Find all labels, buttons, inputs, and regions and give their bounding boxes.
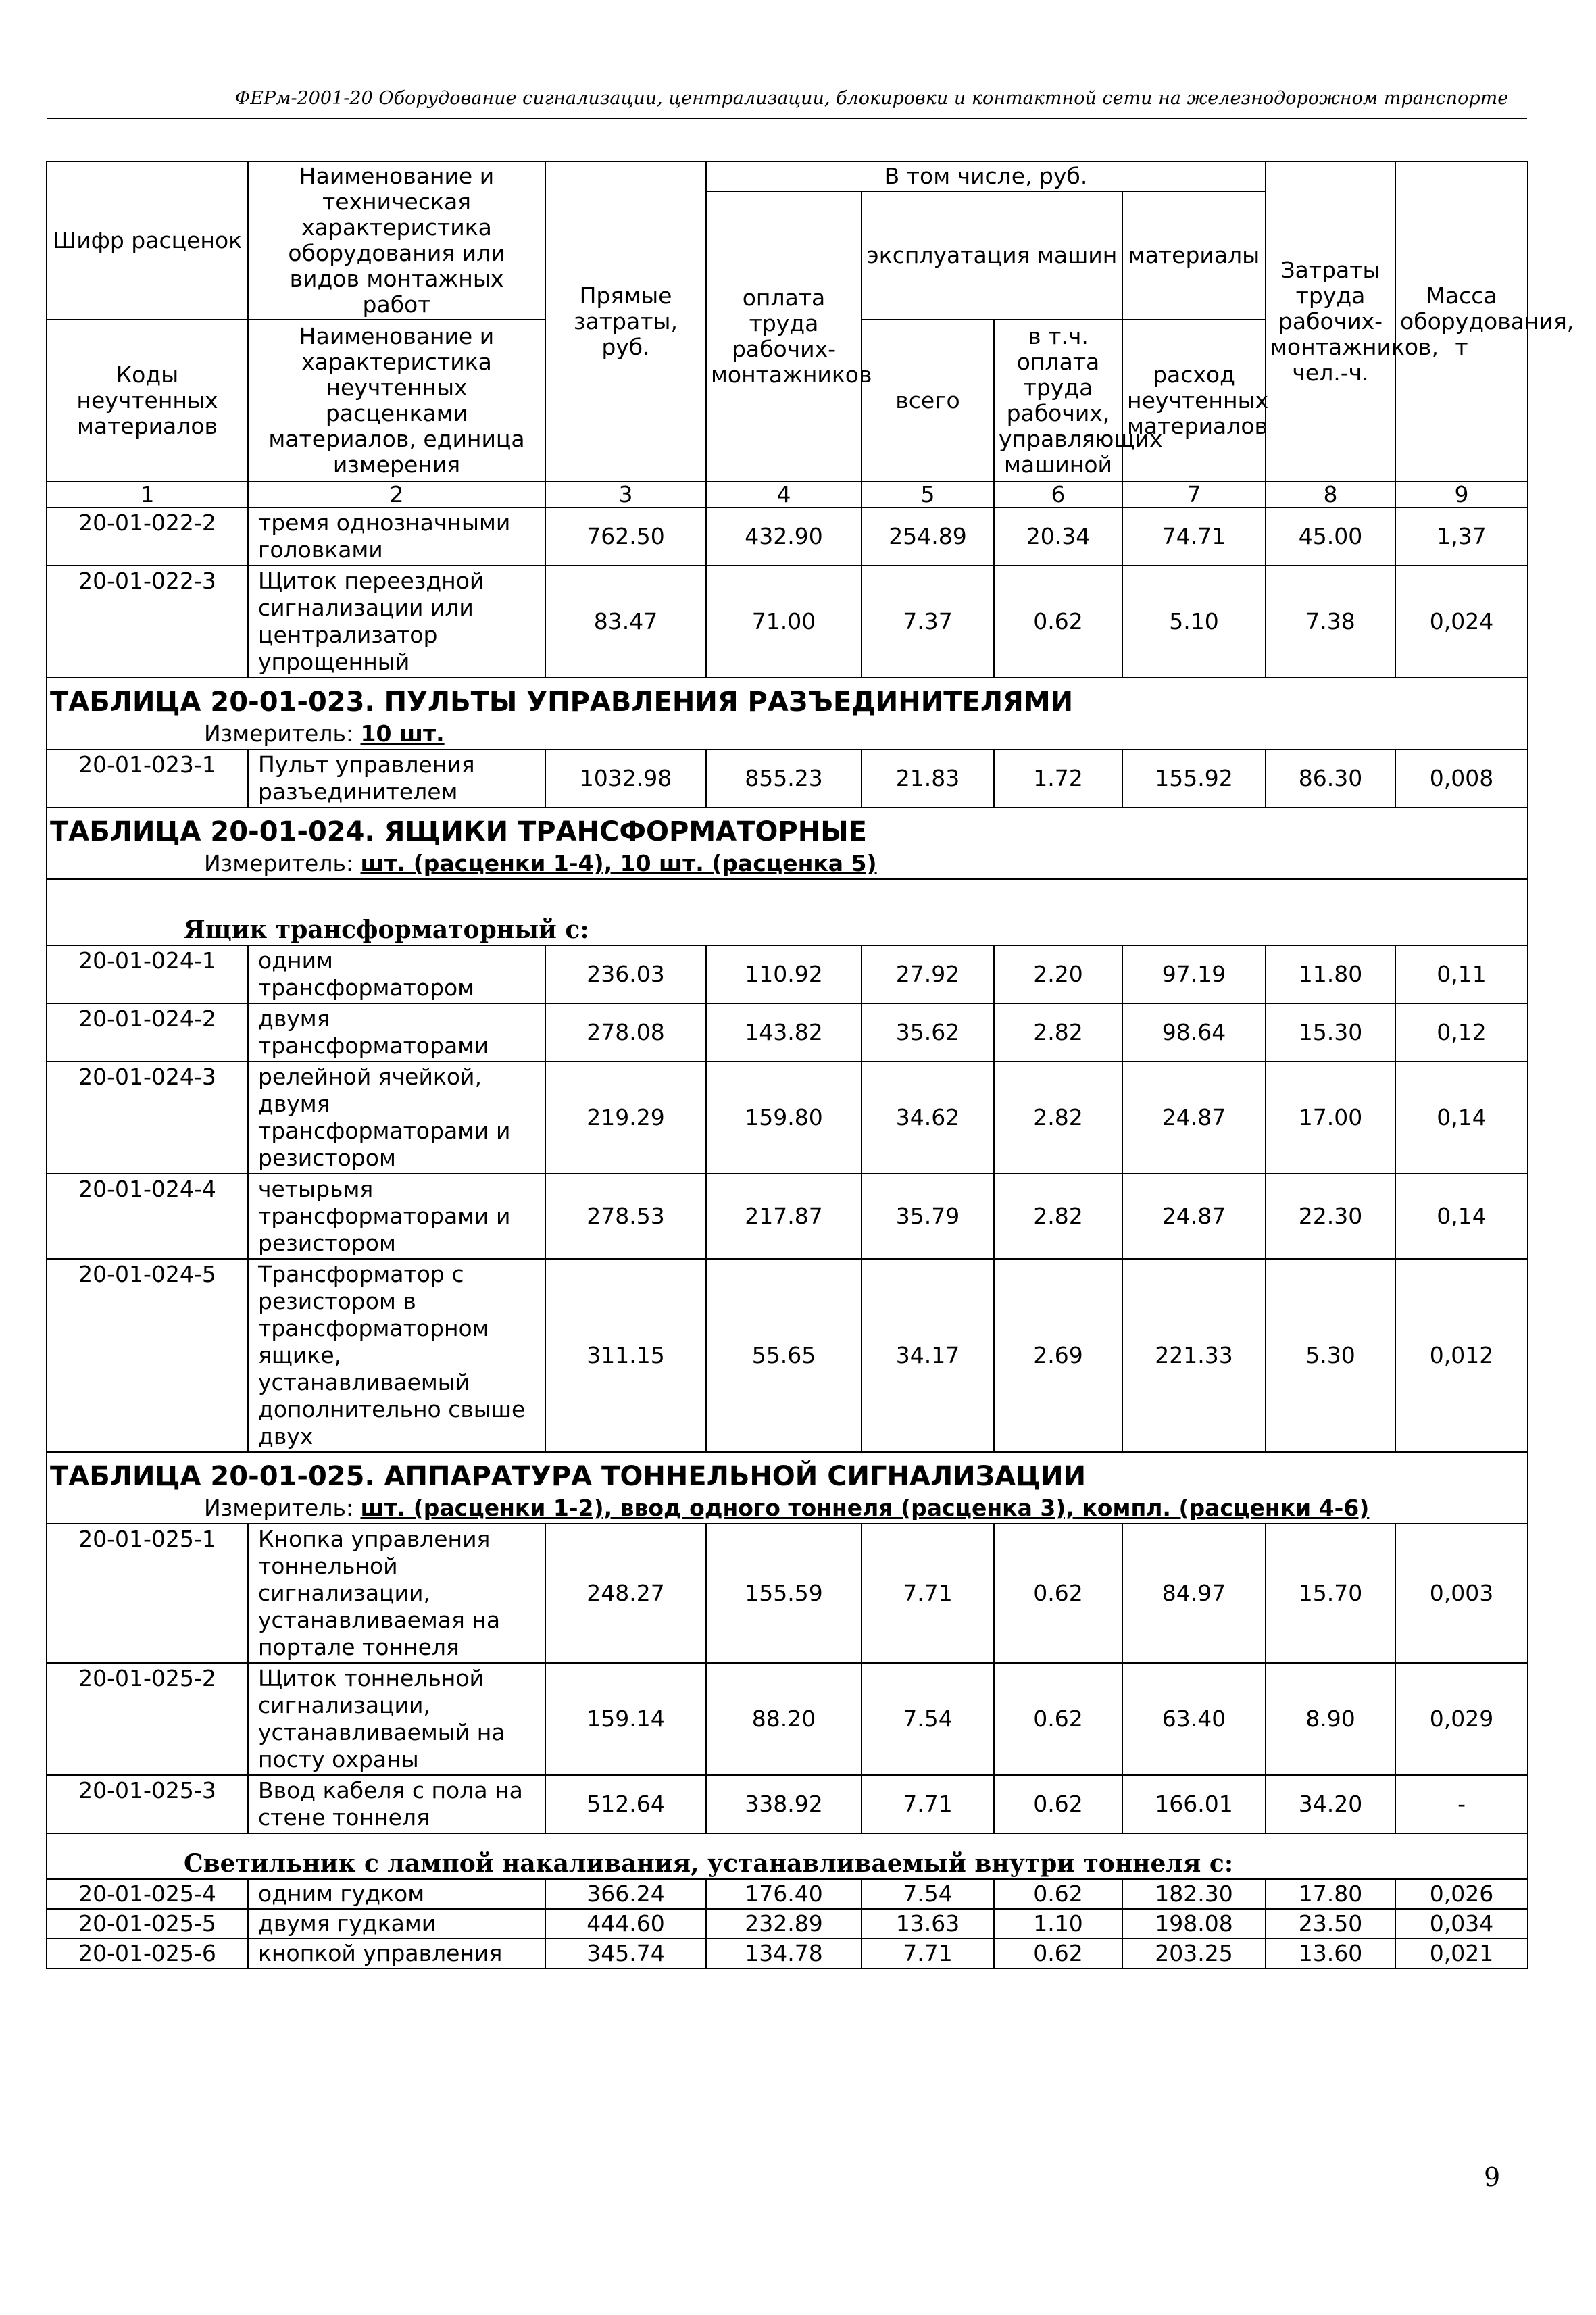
column-number-cell: 8: [1266, 482, 1395, 507]
direct-cost-cell: 311.15: [545, 1259, 706, 1452]
col-name-bottom-header: Наименование и характеристика неучтенных расценками материалов, единица измерения: [248, 320, 545, 482]
rate-code-cell: 20-01-024-1: [47, 945, 248, 1003]
machines-labor-cell: 20.34: [994, 507, 1122, 566]
machines-total-cell: 7.37: [862, 566, 994, 678]
meter-value: шт. (расценки 1-4), 10 шт. (расценка 5): [360, 850, 877, 876]
meter-row: [47, 1493, 1528, 1524]
work-name-cell: Трансформатор с резистором в трансформаторном ящике, устанавливаемый дополнительно свыше двух: [248, 1259, 545, 1452]
labor-pay-cell: 155.59: [706, 1524, 862, 1663]
direct-cost-cell: 345.74: [545, 1939, 706, 1968]
table-row: [47, 945, 1528, 1003]
machines-total-cell: 34.62: [862, 1062, 994, 1174]
direct-cost-cell: 762.50: [545, 507, 706, 566]
group-heading-row: [47, 1833, 1528, 1879]
table-row: [47, 1879, 1528, 1909]
work-name-cell: релейной ячейкой, двумя трансформаторами и резистором: [248, 1062, 545, 1174]
materials-cell: 5.10: [1122, 566, 1266, 678]
machines-total-cell: 7.54: [862, 1879, 994, 1909]
work-name-cell: двумя гудками: [248, 1909, 545, 1939]
rate-code-cell: 20-01-025-3: [47, 1775, 248, 1833]
direct-cost-cell: 278.53: [545, 1174, 706, 1259]
materials-cell: 166.01: [1122, 1775, 1266, 1833]
work-name-cell: двумя трансформаторами: [248, 1003, 545, 1062]
table-section-heading-row: [47, 807, 1528, 849]
machines-labor-cell: 2.82: [994, 1062, 1122, 1174]
labor-pay-cell: 134.78: [706, 1939, 862, 1968]
labor-pay-cell: 88.20: [706, 1663, 862, 1775]
column-number-cell: 1: [47, 482, 248, 507]
meter-value: шт. (расценки 1-2), ввод одного тоннеля (расценка 3), компл. (расценки 4-6): [360, 1495, 1370, 1521]
equipment-mass-cell: 0,14: [1395, 1174, 1528, 1259]
labor-pay-cell: 71.00: [706, 566, 862, 678]
labor-pay-cell: 143.82: [706, 1003, 862, 1062]
direct-cost-cell: 83.47: [545, 566, 706, 678]
column-number-cell: 3: [545, 482, 706, 507]
labor-hours-cell: 34.20: [1266, 1775, 1395, 1833]
labor-pay-cell: 232.89: [706, 1909, 862, 1939]
direct-cost-cell: 444.60: [545, 1909, 706, 1939]
rate-code-cell: 20-01-024-5: [47, 1259, 248, 1452]
labor-pay-cell: 855.23: [706, 749, 862, 807]
labor-hours-cell: 22.30: [1266, 1174, 1395, 1259]
meter-line: [47, 849, 1528, 879]
table-row: [47, 1259, 1528, 1452]
direct-cost-cell: 236.03: [545, 945, 706, 1003]
equipment-mass-cell: 0,012: [1395, 1259, 1528, 1452]
machines-labor-cell: 1.72: [994, 749, 1122, 807]
labor-hours-cell: 23.50: [1266, 1909, 1395, 1939]
labor-pay-cell: 159.80: [706, 1062, 862, 1174]
labor-hours-cell: 5.30: [1266, 1259, 1395, 1452]
meter-row: [47, 849, 1528, 879]
col-machines-labor-header: в т.ч. оплата труда рабочих, управляющих машиной: [994, 320, 1122, 482]
direct-cost-cell: 248.27: [545, 1524, 706, 1663]
column-number-cell: 4: [706, 482, 862, 507]
col-machines-header: эксплуатация машин: [862, 191, 1122, 320]
column-number-cell: 2: [248, 482, 545, 507]
rate-code-cell: 20-01-022-2: [47, 507, 248, 566]
labor-pay-cell: 110.92: [706, 945, 862, 1003]
machines-labor-cell: 0.62: [994, 566, 1122, 678]
direct-cost-cell: 512.64: [545, 1775, 706, 1833]
meter-label: Измеритель:: [204, 850, 361, 876]
group-heading-row: [47, 879, 1528, 945]
machines-total-cell: 21.83: [862, 749, 994, 807]
col-code-bottom-header: Коды неучтенных материалов: [47, 320, 248, 482]
equipment-mass-cell: 0,034: [1395, 1909, 1528, 1939]
labor-hours-cell: 17.80: [1266, 1879, 1395, 1909]
labor-hours-cell: 86.30: [1266, 749, 1395, 807]
meter-line: [47, 1493, 1528, 1524]
table-row: [47, 1003, 1528, 1062]
rates-table: [46, 161, 1574, 1969]
page-number: 9: [1484, 2162, 1501, 2192]
machines-total-cell: 254.89: [862, 507, 994, 566]
table-section-heading-row: [47, 678, 1528, 719]
machines-total-cell: 7.71: [862, 1524, 994, 1663]
group-heading: Ящик трансформаторный с:: [47, 879, 1528, 945]
machines-total-cell: 35.62: [862, 1003, 994, 1062]
labor-pay-cell: 338.92: [706, 1775, 862, 1833]
table-row: [47, 1524, 1528, 1663]
meter-label: Измеритель:: [204, 720, 361, 747]
table-row: [47, 1909, 1528, 1939]
table-row: [47, 566, 1528, 678]
column-number-cell: 6: [994, 482, 1122, 507]
equipment-mass-cell: 0,11: [1395, 945, 1528, 1003]
rate-code-cell: 20-01-023-1: [47, 749, 248, 807]
table-row: [47, 1775, 1528, 1833]
rate-code-cell: 20-01-025-1: [47, 1524, 248, 1663]
work-name-cell: Пульт управления разъединителем: [248, 749, 545, 807]
equipment-mass-cell: 0,021: [1395, 1939, 1528, 1968]
equipment-mass-cell: 0,003: [1395, 1524, 1528, 1663]
col-labor-cost-header: Затраты труда рабочих-монтажников, чел.-ч.: [1266, 161, 1395, 482]
machines-labor-cell: 0.62: [994, 1524, 1122, 1663]
column-number-cell: 5: [862, 482, 994, 507]
col-code-header: Шифр расценок: [47, 161, 248, 320]
col-materials-header: материалы: [1122, 191, 1266, 320]
group-heading: Светильник с лампой накаливания, устанавливаемый внутри тоннеля с:: [47, 1833, 1528, 1879]
work-name-cell: одним трансформатором: [248, 945, 545, 1003]
header-rule: [47, 118, 1527, 119]
materials-cell: 97.19: [1122, 945, 1266, 1003]
col-materials-unaccounted-header: расход неучтенных материалов: [1122, 320, 1266, 482]
column-numbers-row: [47, 482, 1528, 507]
meter-value: 10 шт.: [360, 720, 445, 747]
materials-cell: 24.87: [1122, 1062, 1266, 1174]
equipment-mass-cell: 0,008: [1395, 749, 1528, 807]
rate-code-cell: 20-01-024-4: [47, 1174, 248, 1259]
work-name-cell: Кнопка управления тоннельной сигнализации, устанавливаемая на портале тоннеля: [248, 1524, 545, 1663]
col-including-header: В том числе, руб.: [706, 161, 1266, 191]
materials-cell: 182.30: [1122, 1879, 1266, 1909]
labor-pay-cell: 217.87: [706, 1174, 862, 1259]
materials-cell: 203.25: [1122, 1939, 1266, 1968]
equipment-mass-cell: 0,12: [1395, 1003, 1528, 1062]
col-labor-pay-header: оплата труда рабочих-монтажников: [706, 191, 862, 482]
labor-hours-cell: 11.80: [1266, 945, 1395, 1003]
machines-labor-cell: 2.82: [994, 1174, 1122, 1259]
labor-hours-cell: 45.00: [1266, 507, 1395, 566]
equipment-mass-cell: 0,029: [1395, 1663, 1528, 1775]
equipment-mass-cell: 0,024: [1395, 566, 1528, 678]
direct-cost-cell: 1032.98: [545, 749, 706, 807]
equipment-mass-cell: -: [1395, 1775, 1528, 1833]
direct-cost-cell: 278.08: [545, 1003, 706, 1062]
table-section-heading: ТАБЛИЦА 20-01-023. ПУЛЬТЫ УПРАВЛЕНИЯ РАЗЪЕДИНИТЕЛЯМИ: [47, 678, 1528, 719]
materials-cell: 24.87: [1122, 1174, 1266, 1259]
meter-row: [47, 719, 1528, 749]
labor-hours-cell: 15.70: [1266, 1524, 1395, 1663]
machines-labor-cell: 0.62: [994, 1775, 1122, 1833]
table-row: [47, 749, 1528, 807]
machines-labor-cell: 0.62: [994, 1879, 1122, 1909]
direct-cost-cell: 159.14: [545, 1663, 706, 1775]
equipment-mass-cell: 1,37: [1395, 507, 1528, 566]
materials-cell: 98.64: [1122, 1003, 1266, 1062]
rate-code-cell: 20-01-025-4: [47, 1879, 248, 1909]
materials-cell: 155.92: [1122, 749, 1266, 807]
materials-cell: 221.33: [1122, 1259, 1266, 1452]
machines-total-cell: 7.71: [862, 1775, 994, 1833]
work-name-cell: одним гудком: [248, 1879, 545, 1909]
labor-hours-cell: 8.90: [1266, 1663, 1395, 1775]
machines-total-cell: 34.17: [862, 1259, 994, 1452]
materials-cell: 84.97: [1122, 1524, 1266, 1663]
machines-labor-cell: 0.62: [994, 1663, 1122, 1775]
table-row: [47, 1174, 1528, 1259]
machines-labor-cell: 0.62: [994, 1939, 1122, 1968]
page-header: ФЕРм-2001-20 Оборудование сигнализации, централизации, блокировки и контактной сети на железнодорожном транспорте: [234, 88, 1509, 109]
rate-code-cell: 20-01-024-3: [47, 1062, 248, 1174]
labor-pay-cell: 432.90: [706, 507, 862, 566]
col-mass-header: Масса оборудования, т: [1395, 161, 1528, 482]
labor-pay-cell: 176.40: [706, 1879, 862, 1909]
table-row: [47, 1939, 1528, 1968]
table-row: [47, 1062, 1528, 1174]
equipment-mass-cell: 0,14: [1395, 1062, 1528, 1174]
machines-labor-cell: 2.82: [994, 1003, 1122, 1062]
col-machines-total-header: всего: [862, 320, 994, 482]
work-name-cell: четырьмя трансформаторами и резистором: [248, 1174, 545, 1259]
direct-cost-cell: 219.29: [545, 1062, 706, 1174]
column-number-cell: 7: [1122, 482, 1266, 507]
rate-code-cell: 20-01-025-6: [47, 1939, 248, 1968]
rate-code-cell: 20-01-022-3: [47, 566, 248, 678]
machines-total-cell: 27.92: [862, 945, 994, 1003]
materials-cell: 74.71: [1122, 507, 1266, 566]
rate-code-cell: 20-01-024-2: [47, 1003, 248, 1062]
meter-label: Измеритель:: [204, 1495, 361, 1521]
machines-labor-cell: 1.10: [994, 1909, 1122, 1939]
table-row: [47, 507, 1528, 566]
rate-code-cell: 20-01-025-2: [47, 1663, 248, 1775]
machines-total-cell: 13.63: [862, 1909, 994, 1939]
col-direct-header: Прямые затраты, руб.: [545, 161, 706, 482]
machines-labor-cell: 2.69: [994, 1259, 1122, 1452]
machines-total-cell: 35.79: [862, 1174, 994, 1259]
labor-pay-cell: 55.65: [706, 1259, 862, 1452]
table-section-heading-row: [47, 1452, 1528, 1493]
work-name-cell: Ввод кабеля с пола на стене тоннеля: [248, 1775, 545, 1833]
materials-cell: 198.08: [1122, 1909, 1266, 1939]
labor-hours-cell: 15.30: [1266, 1003, 1395, 1062]
table-section-heading: ТАБЛИЦА 20-01-025. АППАРАТУРА ТОННЕЛЬНОЙ СИГНАЛИЗАЦИИ: [47, 1452, 1528, 1493]
direct-cost-cell: 366.24: [545, 1879, 706, 1909]
column-number-cell: 9: [1395, 482, 1528, 507]
work-name-cell: Щиток переездной сигнализации или централизатор упрощенный: [248, 566, 545, 678]
meter-line: [47, 719, 1528, 749]
table-section-heading: ТАБЛИЦА 20-01-024. ЯЩИКИ ТРАНСФОРМАТОРНЫЕ: [47, 807, 1528, 849]
machines-total-cell: 7.54: [862, 1663, 994, 1775]
machines-total-cell: 7.71: [862, 1939, 994, 1968]
labor-hours-cell: 17.00: [1266, 1062, 1395, 1174]
col-name-header: Наименование и техническая характеристика оборудования или видов монтажных работ: [248, 161, 545, 320]
labor-hours-cell: 7.38: [1266, 566, 1395, 678]
labor-hours-cell: 13.60: [1266, 1939, 1395, 1968]
materials-cell: 63.40: [1122, 1663, 1266, 1775]
table-row: [47, 1663, 1528, 1775]
work-name-cell: кнопкой управления: [248, 1939, 545, 1968]
work-name-cell: тремя однозначными головками: [248, 507, 545, 566]
equipment-mass-cell: 0,026: [1395, 1879, 1528, 1909]
work-name-cell: Щиток тоннельной сигнализации, устанавливаемый на посту охраны: [248, 1663, 545, 1775]
rate-code-cell: 20-01-025-5: [47, 1909, 248, 1939]
machines-labor-cell: 2.20: [994, 945, 1122, 1003]
